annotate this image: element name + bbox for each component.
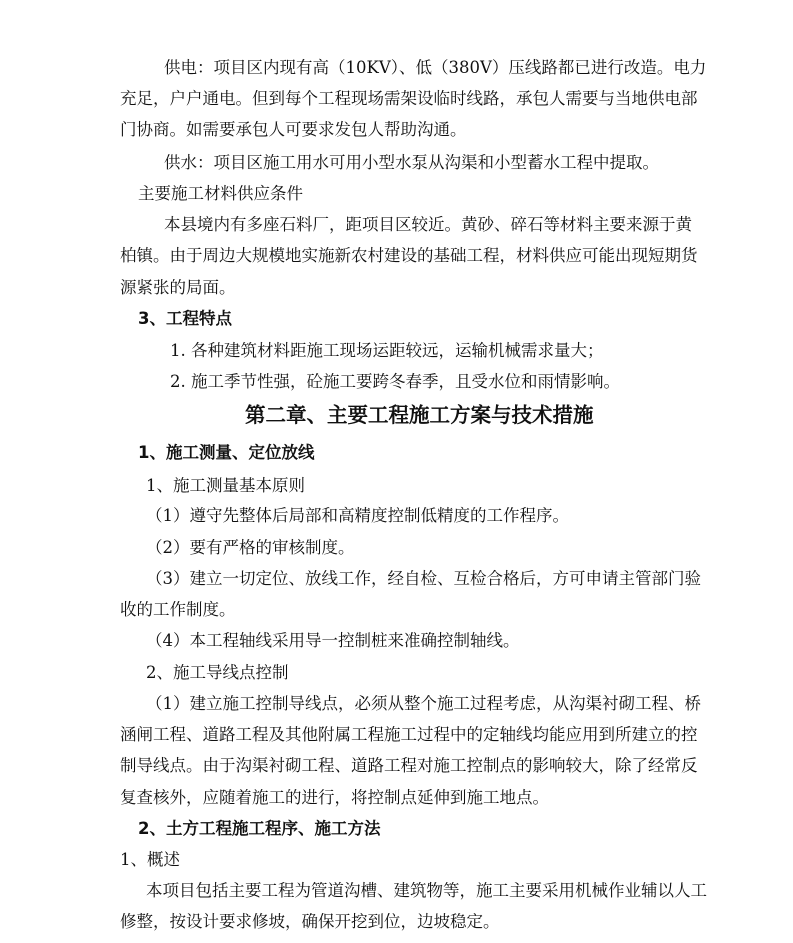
control-paragraph-line-2: 涵闸工程、道路工程及其他附属工程施工过程中的定轴线均能应用到所建立的控 xyxy=(120,725,698,744)
materials-paragraph-line-3: 源紧张的局面。 xyxy=(120,278,236,297)
subheading-1: 1、施工测量基本原则 xyxy=(146,476,305,495)
water-paragraph: 供水：项目区施工用水可用小型水泵从沟渠和小型蓄水工程中提取。 xyxy=(164,153,659,172)
principle-3-line-2: 收的工作制度。 xyxy=(120,600,236,619)
feature-item-1: 1. 各种建筑材料距施工现场运距较远，运输机械需求量大； xyxy=(170,341,604,360)
principle-1: （1）遵守先整体后局部和高精度控制低精度的工作程序。 xyxy=(146,506,569,525)
overview-paragraph-line-2: 修整，按设计要求修坡，确保开挖到位，边坡稳定。 xyxy=(120,912,500,931)
materials-paragraph-line-1: 本县境内有多座石料厂，距项目区较近。黄砂、碎石等材料主要来源于黄 xyxy=(164,215,692,234)
overview-heading: 1、概述 xyxy=(120,850,180,869)
features-heading: 3、工程特点 xyxy=(138,309,232,328)
principle-4: （4）本工程轴线采用导一控制桩来准确控制轴线。 xyxy=(146,631,520,650)
power-paragraph-line-3: 门协商。如需要承包人可要求发包人帮助沟通。 xyxy=(120,120,467,139)
principle-3-line-1: （3）建立一切定位、放线工作，经自检、互检合格后，方可申请主管部门验 xyxy=(146,569,701,588)
section-heading-2: 2、土方工程施工程序、施工方法 xyxy=(138,819,381,838)
control-paragraph-line-1: （1）建立施工控制导线点，必须从整个施工过程考虑，从沟渠衬砌工程、桥 xyxy=(146,694,701,713)
chapter-title: 第二章、主要工程施工方案与技术措施 xyxy=(245,403,594,427)
materials-heading: 主要施工材料供应条件 xyxy=(138,184,303,203)
power-paragraph-line-2: 充足，户户通电。但到每个工程现场需架设临时线路，承包人需要与当地供电部 xyxy=(120,89,698,108)
principle-2: （2）要有严格的审核制度。 xyxy=(146,538,355,557)
section-heading-1: 1、施工测量、定位放线 xyxy=(138,443,315,462)
materials-paragraph-line-2: 柏镇。由于周边大规模地实施新农村建设的基础工程，材料供应可能出现短期货 xyxy=(120,246,698,265)
overview-paragraph-line-1: 本项目包括主要工程为管道沟槽、建筑物等，施工主要采用机械作业辅以人工 xyxy=(146,881,707,900)
subheading-2: 2、施工导线点控制 xyxy=(146,663,289,682)
control-paragraph-line-3: 制导线点。由于沟渠衬砌工程、道路工程对施工控制点的影响较大，除了经常反 xyxy=(120,756,698,775)
power-paragraph-line-1: 供电：项目区内现有高（10KV）、低（380V）压线路都已进行改造。电力 xyxy=(164,58,707,77)
control-paragraph-line-4: 复查核外，应随着施工的进行，将控制点延伸到施工地点。 xyxy=(120,788,549,807)
feature-item-2: 2. 施工季节性强，砼施工要跨冬春季，且受水位和雨情影响。 xyxy=(170,372,620,391)
